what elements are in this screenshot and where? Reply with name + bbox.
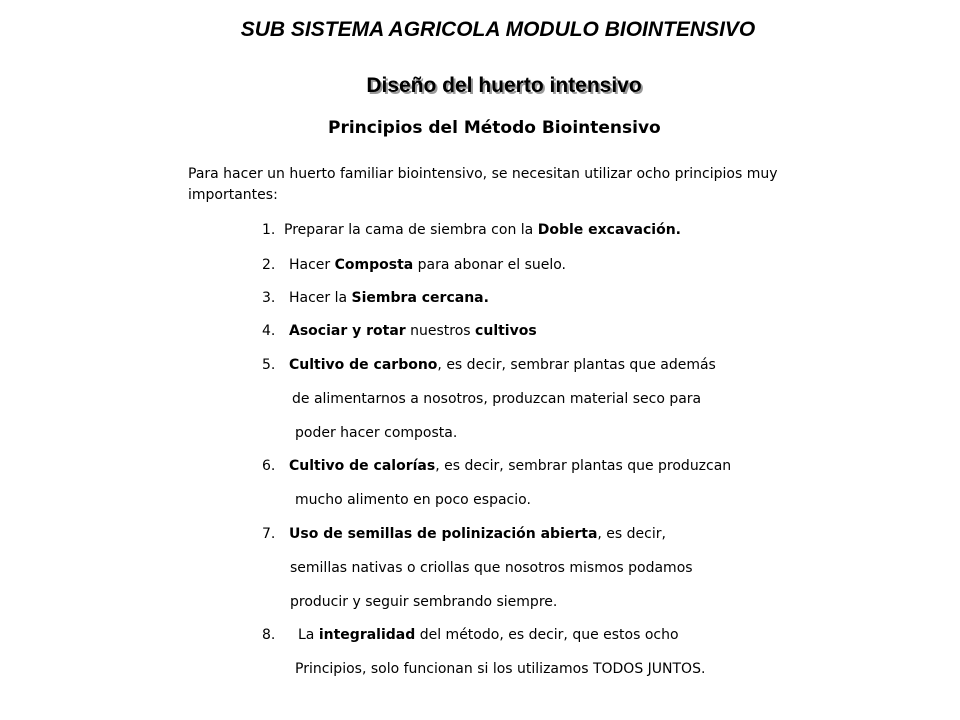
principle-number: 8. — [262, 627, 276, 643]
section-heading: Principios del Método Biointensivo — [328, 118, 661, 138]
principle-line: Asociar y rotar nuestros cultivos — [289, 323, 537, 339]
principle-line: Cultivo de calorías, es decir, sembrar plantas que produzcan — [289, 458, 732, 474]
principle-number: 1. — [262, 222, 276, 238]
principle-number: 7. — [262, 526, 276, 542]
principle-number: 6. — [262, 458, 276, 474]
principle-line: La integralidad del método, es decir, que estos ocho — [298, 627, 679, 643]
principle-number: 2. — [262, 257, 276, 273]
page-title: SUB SISTEMA AGRICOLA MODULO BIOINTENSIVO — [240, 18, 756, 41]
principle-line: de alimentarnos a nosotros, produzcan material seco para — [292, 391, 702, 407]
principle-line: Principios, solo funcionan si los utilizamos TODOS JUNTOS. — [295, 661, 706, 677]
principle-line: mucho alimento en poco espacio. — [295, 492, 531, 508]
principle-line: Cultivo de carbono, es decir, sembrar plantas que además — [289, 357, 716, 373]
page-subtitle: Diseño del huerto intensivo — [366, 74, 642, 97]
principle-number: 3. — [262, 290, 276, 306]
principle-line: Uso de semillas de polinización abierta, es decir, — [289, 526, 666, 542]
principle-line: Preparar la cama de siembra con la Doble excavación. — [284, 222, 681, 238]
principle-line: producir y seguir sembrando siempre. — [290, 594, 558, 610]
principle-line: semillas nativas o criollas que nosotros mismos podamos — [290, 560, 693, 576]
principle-line: poder hacer composta. — [295, 425, 458, 441]
principle-line: Hacer Composta para abonar el suelo. — [289, 257, 567, 273]
principle-number: 5. — [262, 357, 276, 373]
intro-paragraph: Para hacer un huerto familiar biointensivo, se necesitan utilizar ocho principios muy importantes: — [188, 166, 778, 203]
principle-line: Hacer la Siembra cercana. — [289, 290, 489, 306]
principle-number: 4. — [262, 323, 276, 339]
